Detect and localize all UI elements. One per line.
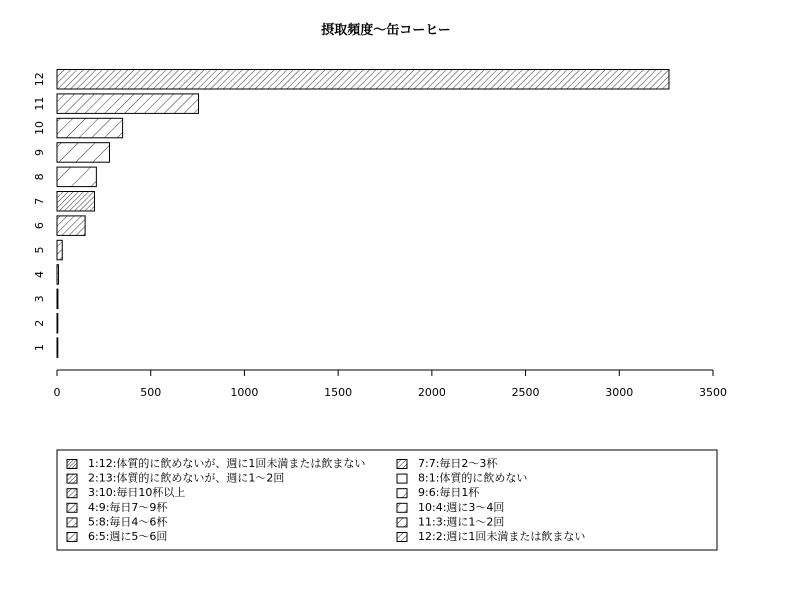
y-tick-label-3: 3: [33, 295, 46, 303]
y-tick-label-4: 4: [33, 270, 46, 278]
legend: [67, 456, 585, 543]
bars-group: [57, 70, 669, 358]
bar-5: [57, 240, 62, 259]
y-tick-label-10: 10: [33, 121, 46, 136]
bar-10: [57, 118, 123, 138]
legend-swatch-2: [67, 474, 77, 483]
legend-label-11: 11:3:週に1～2回: [418, 515, 505, 529]
chart-title: 摂取頻度～缶コーヒー: [321, 23, 451, 38]
y-tick-label-5: 5: [33, 246, 46, 254]
legend-swatch-6: [67, 533, 77, 542]
legend-label-10: 10:4:週に3～4回: [418, 500, 505, 514]
x-tick-label-3500: 3500: [699, 386, 727, 399]
bar-11: [57, 94, 199, 114]
bar-8: [57, 167, 96, 187]
bar-4: [57, 265, 58, 285]
y-tick-label-8: 8: [33, 173, 46, 181]
legend-swatch-1: [67, 460, 77, 469]
legend-label-4: 4:9:毎日7～9杯: [88, 500, 168, 514]
legend-label-2: 2:13:体質的に飲めないが、週に1～2回: [88, 471, 285, 485]
legend-label-3: 3:10:毎日10杯以上: [88, 486, 186, 500]
x-axis: [54, 370, 728, 399]
y-tick-label-7: 7: [33, 197, 46, 205]
x-tick-label-1500: 1500: [324, 386, 353, 399]
x-tick-label-2000: 2000: [417, 386, 446, 399]
legend-label-9: 9:6:毎日1杯: [418, 486, 480, 500]
bar-2: [57, 314, 58, 334]
legend-label-12: 12:2:週に1回未満または飲まない: [418, 530, 586, 543]
legend-swatch-5: [67, 518, 77, 527]
bar-3: [57, 289, 58, 309]
x-tick-label-500: 500: [140, 386, 162, 399]
bar-6: [57, 216, 85, 236]
legend-swatch-7: [397, 460, 407, 469]
y-tick-label-6: 6: [33, 222, 46, 230]
x-tick-label-1000: 1000: [230, 386, 259, 399]
y-tick-label-1: 1: [33, 344, 46, 352]
legend-swatch-12: [397, 533, 407, 542]
x-tick-label-2500: 2500: [511, 386, 540, 399]
legend-label-1: 1:12:体質的に飲めないが、週に1回未満または飲まない: [88, 457, 366, 470]
x-tick-label-0: 0: [53, 386, 61, 399]
bar-7: [57, 192, 94, 212]
bar-1: [57, 338, 58, 358]
legend-swatch-10: [397, 503, 407, 512]
bar-9: [57, 143, 109, 163]
bar-12: [57, 70, 669, 90]
y-tick-label-9: 9: [33, 148, 46, 156]
legend-label-8: 8:1:体質的に飲めない: [418, 471, 528, 485]
y-tick-label-2: 2: [33, 319, 46, 327]
legend-label-6: 6:5:週に5～6回: [88, 530, 168, 543]
y-tick-label-11: 11: [33, 96, 46, 111]
legend-swatch-9: [397, 489, 407, 498]
y-axis-labels: [33, 72, 46, 351]
y-tick-label-12: 12: [33, 72, 46, 87]
legend-swatch-3: [67, 489, 77, 498]
legend-swatch-11: [397, 518, 407, 527]
legend-label-7: 7:7:毎日2～3杯: [418, 457, 498, 470]
legend-label-5: 5:8:毎日4～6杯: [88, 515, 168, 529]
legend-swatch-4: [67, 503, 77, 512]
legend-swatch-8: [397, 474, 407, 483]
x-tick-label-3000: 3000: [605, 386, 634, 399]
